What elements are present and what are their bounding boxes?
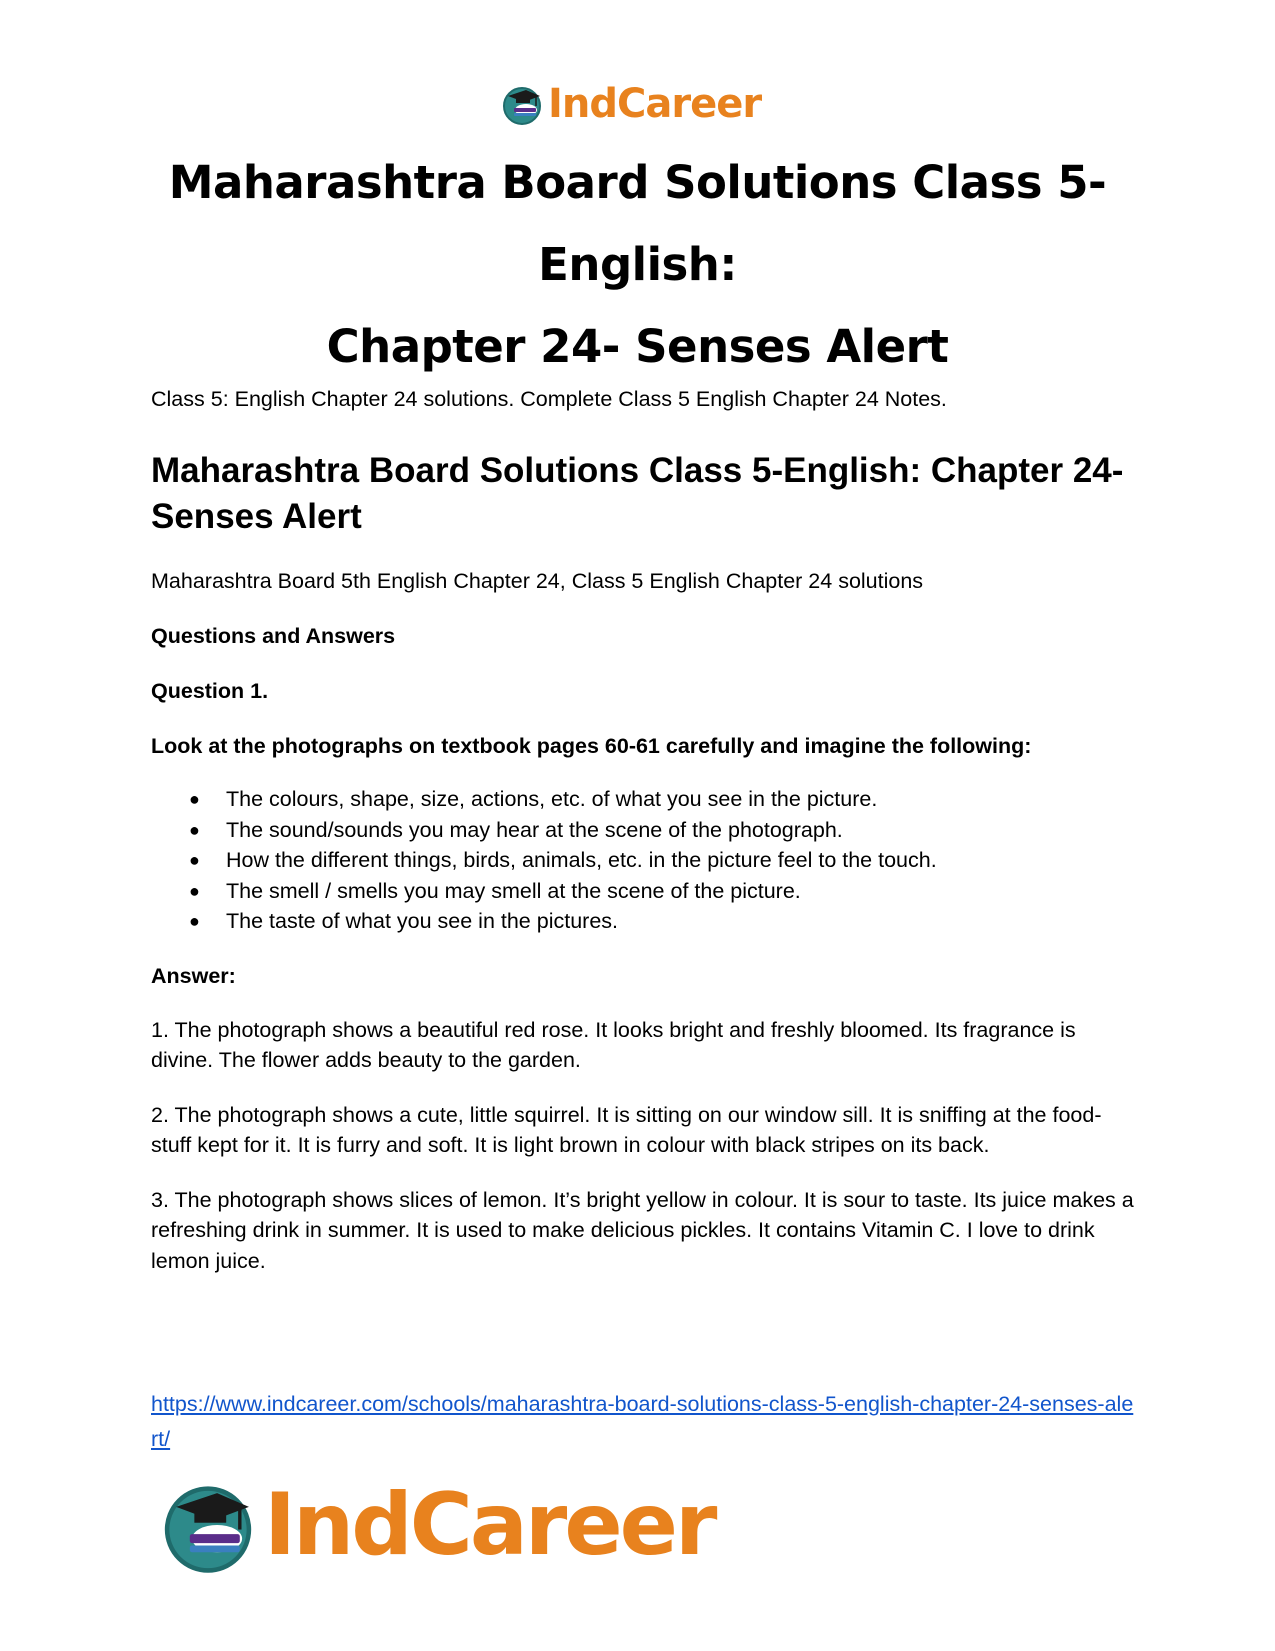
source-link[interactable]: https://www.indcareer.com/schools/maharashtra-board-solutions-class-5-english-chapter-24-senses-alert/ [151, 1392, 1134, 1451]
list-item [189, 876, 1136, 907]
list-item-text: The smell / smells you may smell at the scene of the picture. [226, 878, 801, 903]
answer-label: Answer: [151, 963, 236, 988]
qa-heading: Questions and Answers [151, 624, 396, 648]
section-heading: Maharashtra Board Solutions Class 5-English: Chapter 24- Senses Alert [151, 451, 1124, 536]
question-bullet-list [151, 784, 1136, 937]
answer-paragraph-3: 3. The photograph shows slices of lemon. It’s bright yellow in colour. It is sour to taste. Its juice makes a refreshing drink in summer. It is used to make delicious pickles. It contains Vitamin C. I love to drink lemon juice. [151, 1187, 1134, 1273]
brand-name: IndCareer [548, 81, 762, 127]
main-content [151, 384, 1136, 1276]
footer-logo [158, 1470, 714, 1580]
list-item [189, 845, 1136, 876]
answer-paragraph-1: 1. The photograph shows a beautiful red rose. It looks bright and freshly bloomed. Its fragrance is divine. The flower adds beauty to the garden. [151, 1017, 1076, 1072]
bullet-icon: ● [189, 789, 200, 809]
list-item [189, 784, 1136, 815]
list-item-text: The taste of what you see in the pictures. [226, 909, 618, 933]
bullet-icon: ● [189, 880, 200, 901]
page-title [100, 142, 1175, 388]
question-label: Question 1. [151, 679, 269, 703]
bullet-icon: ● [189, 911, 200, 931]
bullet-icon: ● [189, 850, 200, 870]
graduation-cap-book-globe-icon [158, 1475, 258, 1575]
list-item [189, 906, 1136, 937]
intro-paragraph: Class 5: English Chapter 24 solutions. Complete Class 5 English Chapter 24 Notes. [151, 387, 947, 411]
page-title-line-1: Maharashtra Board Solutions Class 5-English: [168, 156, 1107, 291]
list-item-text: The sound/sounds you may hear at the scene of the photograph. [226, 817, 843, 842]
page-title-line-2: Chapter 24- Senses Alert [326, 320, 949, 373]
question-text: Look at the photographs on textbook pages 60-61 carefully and imagine the following: [151, 734, 1032, 758]
brand-name: IndCareer [264, 1475, 715, 1575]
header-logo [500, 80, 761, 128]
answer-paragraph-2: 2. The photograph shows a cute, little squirrel. It is sitting on our window sill. It is sniffing at the food-stuff kept for it. It is furry and soft. It is light brown in colour with black stripes on its back. [151, 1102, 1102, 1157]
subtitle-paragraph: Maharashtra Board 5th English Chapter 24, Class 5 English Chapter 24 solutions [151, 569, 924, 593]
graduation-cap-book-globe-icon [500, 82, 544, 126]
list-item-text: The colours, shape, size, actions, etc. of what you see in the picture. [226, 787, 878, 811]
list-item-text: How the different things, birds, animals, etc. in the picture feel to the touch. [226, 848, 937, 872]
bullet-icon: ● [189, 819, 200, 840]
list-item [189, 815, 1136, 846]
